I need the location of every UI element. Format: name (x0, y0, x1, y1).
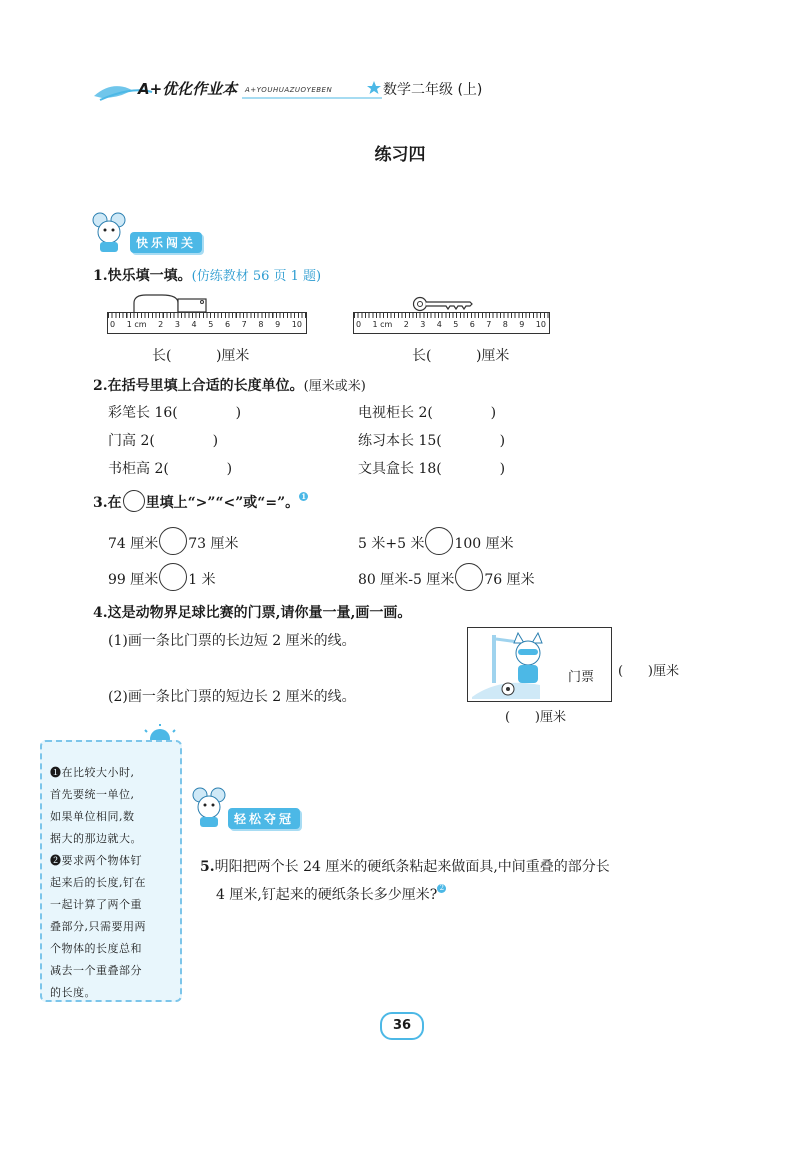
q5-line-2: 4 厘米,钉起来的硬纸条长多少厘米? (216, 887, 438, 903)
star-icon (366, 80, 382, 96)
q2-text: 在括号里填上合适的长度单位。 (107, 378, 304, 394)
tip-line: 个物体的长度总和 (50, 942, 142, 955)
tip-line: 减去一个重叠部分 (50, 964, 142, 977)
tick-label: 9 (275, 320, 281, 329)
header-swoosh-icon (92, 76, 392, 104)
page-title: 练习四 (374, 145, 426, 165)
q2-number: 2. (93, 378, 108, 394)
q1-answer-left[interactable]: 长( )厘米 (152, 348, 250, 364)
q4-sub-1: (1)画一条比门票的长边短 2 厘米的线。 (108, 633, 356, 649)
ticket-side-answer[interactable]: ( )厘米 (618, 664, 679, 679)
tick-label: 1 cm (372, 320, 393, 329)
q4-number: 4. (93, 605, 108, 621)
tick-label: 5 (453, 320, 459, 329)
answer-circle[interactable] (159, 563, 187, 591)
page-number: 36 (380, 1012, 424, 1040)
q1-number: 1. (93, 268, 108, 284)
q4-sub-2: (2)画一条比门票的短边长 2 厘米的线。 (108, 689, 356, 705)
ticket-bottom-answer[interactable]: ( )厘米 (505, 710, 566, 725)
answer-circle[interactable] (159, 527, 187, 555)
tick-label: 10 (535, 320, 546, 329)
ruler-left-labels (110, 320, 302, 329)
q1-note: (仿练教材 56 页 1 题) (191, 269, 322, 284)
question-5 (200, 856, 760, 876)
q5-line-2-wrap (216, 884, 446, 904)
section-badge-win: 轻松夺冠 (228, 808, 300, 829)
q3-right: 1 米 (188, 572, 216, 588)
key-icon (412, 296, 474, 312)
q3-number: 3. (93, 495, 108, 511)
tick-label: 8 (258, 320, 264, 329)
tick-label: 10 (291, 320, 302, 329)
tip-line: 叠部分,只需要用两 (50, 920, 146, 933)
q2-item[interactable]: 电视柜长 2( ) (358, 405, 497, 421)
mouse-mascot-icon (190, 785, 232, 829)
q3-left: 74 厘米 (108, 536, 159, 552)
tick-label: 6 (224, 320, 231, 329)
brand-subtitle: A+YOUHUAZUOYEBEN (245, 86, 333, 94)
q3-left: 99 厘米 (108, 572, 159, 588)
q3-post: 里填上“>”“<”或“=”。 (145, 495, 300, 511)
q5-line-1: 明阳把两个长 24 厘米的硬纸条粘起来做面具,中间重叠的部分长 (214, 859, 610, 875)
subject-grade: 数学二年级 (上) (383, 82, 483, 98)
tip-line: ❶在比较大小时, (50, 766, 135, 779)
q3-item-4 (358, 569, 535, 591)
tip-line: 起来后的长度,钉在 (50, 876, 146, 889)
q3-left: 80 厘米-5 厘米 (358, 572, 455, 588)
tip-line: 据大的那边就大。 (50, 832, 142, 845)
q2-item[interactable]: 门高 2( ) (108, 433, 219, 449)
question-1 (93, 265, 321, 285)
tip-line: 的长度。 (50, 986, 96, 999)
q3-right: 73 厘米 (188, 536, 239, 552)
q2-item[interactable]: 练习本长 15( ) (358, 433, 506, 449)
tick-label: 4 (191, 320, 197, 329)
q1-text: 快乐填一填。 (107, 268, 192, 284)
q3-pre: 在 (107, 495, 122, 511)
section-badge-happy: 快乐闯关 (130, 232, 202, 253)
q2-item[interactable]: 文具盒长 18( ) (358, 461, 506, 477)
eraser-icon (132, 293, 208, 313)
tip-line: 首先要统一单位, (50, 788, 135, 801)
question-4 (93, 602, 411, 622)
tick-label: 7 (486, 320, 492, 329)
tick-label: 2 (158, 320, 164, 329)
ruler-right-labels (356, 320, 546, 329)
q3-right: 76 厘米 (484, 572, 535, 588)
q2-note: (厘米或米) (303, 379, 366, 394)
mouse-mascot-icon (88, 210, 132, 254)
q3-right: 100 厘米 (454, 536, 514, 552)
brand-title: A+优化作业本 (138, 80, 238, 98)
q5-number: 5. (200, 859, 215, 875)
tick-label: 7 (241, 320, 247, 329)
question-3 (93, 492, 308, 512)
q4-text: 这是动物界足球比赛的门票,请你量一量,画一画。 (107, 605, 412, 621)
tip-text (50, 762, 172, 1004)
fox-soccer-icon (470, 629, 570, 699)
answer-circle[interactable] (455, 563, 483, 591)
tip-line: ❷要求两个物体钉 (50, 854, 142, 867)
q1-answer-right[interactable]: 长( )厘米 (412, 348, 510, 364)
tick-label: 4 (436, 320, 442, 329)
q3-item-2 (358, 533, 514, 555)
tick-label: 0 (356, 320, 362, 329)
tick-label: 3 (174, 320, 180, 329)
q3-item-3 (108, 569, 216, 591)
tick-label: 5 (208, 320, 214, 329)
q5-marker: 2 (437, 884, 446, 893)
match-ticket (467, 627, 612, 702)
tick-label: 2 (403, 320, 409, 329)
q2-item[interactable]: 彩笔长 16( ) (108, 405, 242, 421)
q3-item-1 (108, 533, 239, 555)
tick-label: 6 (469, 320, 475, 329)
q3-marker: 1 (299, 492, 308, 501)
tick-label: 3 (420, 320, 426, 329)
tick-label: 8 (502, 320, 508, 329)
question-2 (93, 375, 366, 395)
tip-line: 一起计算了两个重 (50, 898, 142, 911)
q3-left: 5 米+5 米 (358, 536, 425, 552)
ticket-label: 门票 (568, 670, 595, 685)
q2-item[interactable]: 书柜高 2( ) (108, 461, 233, 477)
tick-label: 1 cm (126, 320, 147, 329)
tick-label: 0 (110, 320, 116, 329)
tip-line: 如果单位相同,数 (50, 810, 135, 823)
answer-circle[interactable] (425, 527, 453, 555)
tick-label: 9 (519, 320, 525, 329)
compare-circle-icon (123, 490, 145, 512)
